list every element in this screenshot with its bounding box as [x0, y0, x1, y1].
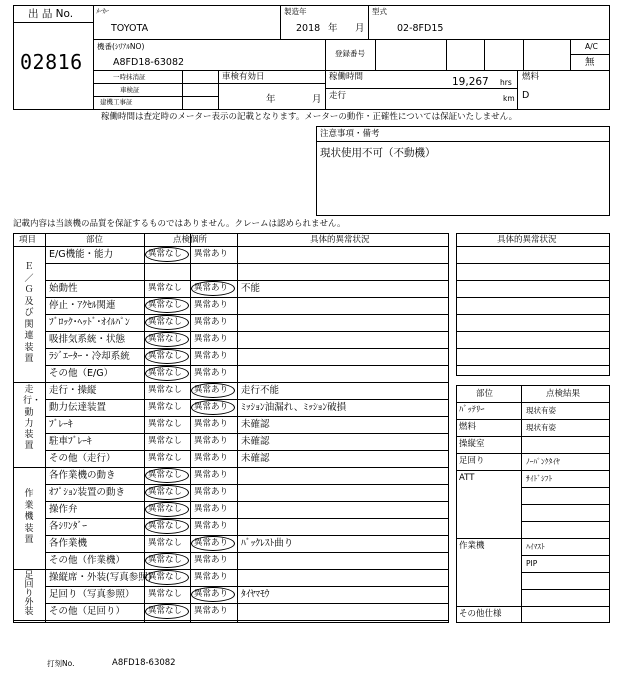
status-ok: 異常なし [148, 555, 183, 565]
side-row-result: 現状有姿 [526, 423, 556, 432]
status-ng: 異常あり [194, 317, 229, 327]
side-row-part: 足回り [459, 456, 485, 466]
km-unit: km [503, 94, 515, 103]
serial-value: A8FD18-63082 [113, 57, 185, 68]
status-ng: 異常あり [194, 402, 229, 412]
selected-status-oval [145, 502, 189, 517]
row-part: 操作弁 [49, 504, 78, 515]
year-value: 2018 [296, 23, 321, 34]
status-ng: 異常あり [194, 368, 229, 378]
side-row-result: 現状有姿 [526, 406, 556, 415]
row-detail: ﾐｯｼｮﾝ油漏れ、ﾐｯｼｮﾝ破損 [241, 402, 347, 413]
lot-number: 02816 [20, 50, 83, 74]
remarks-label: 注意事項・備考 [320, 129, 380, 139]
row-part: 各ｼﾘﾝﾀﾞｰ [49, 521, 88, 532]
side-header-part: 部位 [476, 389, 494, 399]
meter-notice: 稼働時間は査定時のメーター表示の記載となります。メーターの動作・正確性については保証いたしません。 [101, 112, 518, 122]
row-part: 各作業機 [49, 538, 88, 549]
row-detail: ﾊﾞｯｸﾚｽﾄ曲り [241, 538, 294, 549]
row-part: 走行・操縦 [49, 385, 97, 396]
status-ok: 異常なし [148, 317, 183, 327]
inspection-month-unit: 月 [312, 94, 322, 105]
status-ok: 異常なし [148, 453, 183, 463]
ac-label: A/C [585, 42, 598, 51]
row-part: その他（作業機） [49, 555, 126, 566]
inspection-label: 車検有効日 [222, 72, 265, 82]
month-unit: 月 [355, 23, 365, 34]
side-row-result: ﾉｰﾊﾟﾝｸﾀｲﾔ [526, 457, 560, 466]
status-ok: 異常なし [148, 572, 183, 582]
km-label: 走行 [329, 91, 347, 101]
row-detail: 走行不能 [241, 385, 280, 396]
status-ng: 異常あり [194, 487, 229, 497]
row-detail: 不能 [241, 283, 261, 294]
remarks-box [316, 126, 610, 216]
side-row-part: その他仕様 [459, 609, 502, 619]
row-part: その他（走行） [49, 453, 116, 464]
inspection-year-unit: 年 [266, 94, 276, 105]
cert-construction: 建機工事証 [100, 98, 133, 106]
selected-status-oval [191, 383, 235, 398]
row-detail: ﾀｲﾔﾏﾓｳ [241, 589, 270, 600]
serial-label: 機番(ｼﾘｱﾙNO) [97, 42, 145, 51]
hours-unit: hrs [500, 78, 512, 87]
status-ng: 異常あり [194, 351, 229, 361]
stamp-value: A8FD18-63082 [112, 658, 176, 668]
status-ng: 異常あり [194, 504, 229, 514]
status-ok: 異常なし [148, 436, 183, 446]
side-row-part: 作業機 [459, 541, 485, 551]
status-ok: 異常なし [148, 402, 183, 412]
quality-notice: 記載内容は当該機の品質を保証するものではありません。クレームは認められません。 [13, 219, 346, 229]
status-ok: 異常なし [148, 300, 183, 310]
side-detail-box [456, 233, 610, 376]
group-label: 走行・動力装置 [23, 385, 42, 452]
row-part: 操縦席・外装(写真参照) [49, 572, 152, 583]
side-row-part: 燃料 [459, 422, 477, 432]
status-ng: 異常あり [194, 470, 229, 480]
header-check: 点検個所 [173, 235, 208, 245]
year-unit: 年 [328, 23, 338, 34]
status-ng: 異常あり [194, 283, 229, 293]
status-ok: 異常なし [148, 351, 183, 361]
group-label: 足回り外装 [24, 571, 34, 617]
status-ng: 異常あり [194, 419, 229, 429]
stamp-label: 打刻No. [47, 659, 75, 668]
status-ng: 異常あり [194, 300, 229, 310]
selected-status-oval [145, 570, 189, 585]
row-part: 各作業機の動き [49, 470, 116, 481]
row-detail: 未確認 [241, 436, 270, 447]
status-ok: 異常なし [148, 368, 183, 378]
row-part: E/G機能・能力 [49, 249, 114, 260]
selected-status-oval [145, 298, 189, 313]
row-part: 動力伝達装置 [49, 402, 107, 413]
selected-status-oval [145, 332, 189, 347]
status-ng: 異常あり [194, 436, 229, 446]
side-row-part: 操縦室 [459, 439, 485, 449]
status-ng: 異常あり [194, 589, 229, 599]
status-ng: 異常あり [194, 249, 229, 259]
side-row-part: ﾊﾞｯﾃﾘｰ [459, 405, 485, 415]
selected-status-oval [145, 315, 189, 330]
row-part: 足回り（写真参照） [49, 589, 135, 600]
selected-status-oval [145, 366, 189, 381]
header-item: 項目 [19, 235, 37, 245]
selected-status-oval [191, 536, 235, 551]
status-ng: 異常あり [194, 453, 229, 463]
selected-status-oval [191, 400, 235, 415]
status-ng: 異常あり [194, 555, 229, 565]
row-detail: 未確認 [241, 453, 270, 464]
selected-status-oval [191, 587, 235, 602]
side-row-result: ﾊｲﾏｽﾄ [526, 542, 545, 551]
lot-label: 出 品 No. [28, 8, 74, 20]
row-detail: 未確認 [241, 419, 270, 430]
fuel-label: 燃料 [522, 72, 540, 82]
model-value: 02-8FD15 [397, 23, 444, 34]
selected-status-oval [145, 247, 189, 262]
selected-status-oval [145, 349, 189, 364]
side-row-part: ATT [459, 473, 475, 483]
row-part: 始動性 [49, 283, 78, 294]
status-ng: 異常あり [194, 572, 229, 582]
selected-status-oval [191, 281, 235, 296]
registration-label: 登録番号 [335, 49, 365, 58]
status-ng: 異常あり [194, 538, 229, 548]
selected-status-oval [145, 553, 189, 568]
year-label: 製造年 [284, 7, 307, 16]
selected-status-oval [145, 519, 189, 534]
maker-label: ﾒｰｶｰ [96, 7, 109, 15]
status-ng: 異常あり [194, 606, 229, 616]
remarks-text: 現状使用不可（不動機） [320, 147, 436, 159]
fuel-value: D [522, 90, 530, 101]
maker-value: TOYOTA [111, 23, 149, 34]
cert-temp-cancel: 一時抹消証 [113, 73, 146, 81]
side-header-detail: 具体的異常状況 [497, 235, 557, 245]
status-ok: 異常なし [148, 283, 183, 293]
ac-value: 無 [585, 57, 595, 68]
selected-status-oval [145, 468, 189, 483]
header-part: 部位 [86, 235, 104, 245]
status-ok: 異常なし [148, 334, 183, 344]
status-ng: 異常あり [194, 385, 229, 395]
status-ng: 異常あり [194, 334, 229, 344]
row-part: その他（E/G） [49, 368, 114, 379]
status-ok: 異常なし [148, 385, 183, 395]
header-detail: 具体的異常状況 [310, 235, 370, 245]
status-ok: 異常なし [148, 521, 183, 531]
group-label: Ｅ／Ｇ及び関連装置 [24, 262, 34, 365]
row-part: その他（足回り） [49, 606, 126, 617]
row-part: 吸排気系統・状態 [49, 334, 126, 345]
row-part: ﾗｼﾞｴｰﾀｰ・冷却系統 [49, 351, 130, 362]
status-ok: 異常なし [148, 419, 183, 429]
status-ok: 異常なし [148, 249, 183, 259]
row-part: ﾌﾞﾛｯｸ･ﾍｯﾄﾞ･ｵｲﾙﾊﾟﾝ [49, 317, 130, 328]
side-header-result: 点検結果 [546, 389, 581, 399]
side-row-result: PIP [526, 559, 538, 568]
status-ok: 異常なし [148, 470, 183, 480]
cert-vehicle: 車検証 [120, 86, 140, 94]
status-ok: 異常なし [148, 589, 183, 599]
hours-value: 19,267 [452, 76, 489, 88]
status-ok: 異常なし [148, 504, 183, 514]
model-label: 型式 [372, 7, 387, 16]
selected-status-oval [145, 485, 189, 500]
row-part: ｵﾌﾟｼｮﾝ装置の動き [49, 487, 126, 498]
status-ok: 異常なし [148, 487, 183, 497]
status-ok: 異常なし [148, 606, 183, 616]
row-part: 停止・ｱｸｾﾙ関連 [49, 300, 116, 311]
hours-label: 稼働時間 [329, 72, 364, 82]
status-ok: 異常なし [148, 538, 183, 548]
status-ng: 異常あり [194, 521, 229, 531]
group-label: 作業機装置 [24, 489, 34, 546]
row-part: ﾌﾞﾚｰｷ [49, 419, 73, 430]
row-part: 駐車ﾌﾞﾚｰｷ [49, 436, 92, 447]
selected-status-oval [145, 604, 189, 619]
side-row-result: ｻｲﾄﾞｼﾌﾄ [526, 474, 553, 483]
